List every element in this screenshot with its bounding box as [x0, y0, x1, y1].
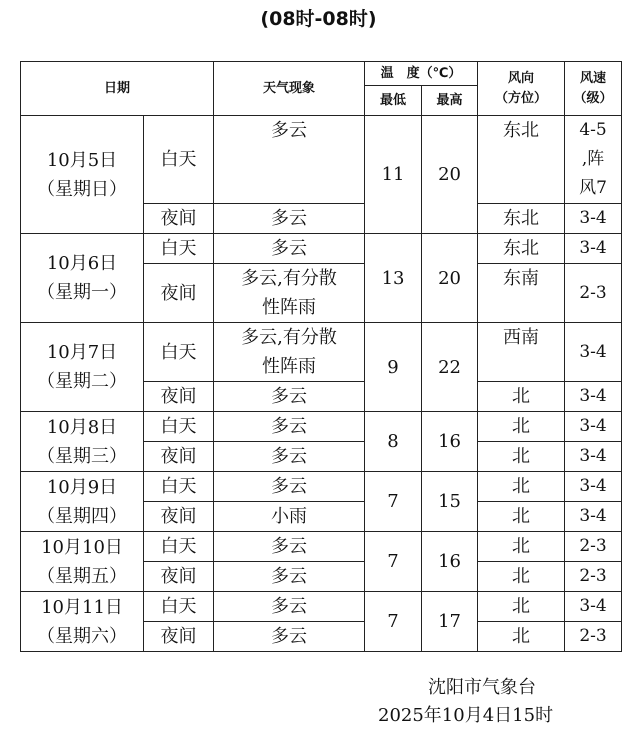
wind-direction-cell: 东北	[478, 116, 565, 204]
period-cell: 白天	[144, 592, 214, 622]
wind-speed-cell: 2-3	[565, 532, 622, 562]
header-max-temp: 最高	[422, 86, 478, 116]
forecast-table	[20, 61, 622, 652]
wind-speed-cell: 3-4	[565, 502, 622, 532]
wind-speed-cell: 3-4	[565, 382, 622, 412]
wind-speed-cell: 2-3	[565, 622, 622, 652]
wind-speed-cell: 3-4	[565, 323, 622, 382]
period-cell: 白天	[144, 412, 214, 442]
page-title: (08时-08时)	[260, 8, 377, 30]
table-row	[21, 412, 622, 442]
wind-direction-cell: 北	[478, 592, 565, 622]
wind-speed-cell: 3-4	[565, 442, 622, 472]
date-cell: 10月9日 （星期四）	[21, 472, 144, 532]
date-cell: 10月11日 （星期六）	[21, 592, 144, 652]
issuer: 沈阳市气象台	[428, 677, 536, 698]
period-cell: 夜间	[144, 264, 214, 323]
max-temp-cell: 16	[422, 532, 478, 592]
date-cell: 10月6日 （星期一）	[21, 234, 144, 323]
date-cell: 10月8日 （星期三）	[21, 412, 144, 472]
wind-direction-cell: 东南	[478, 264, 565, 323]
wind-direction-cell: 北	[478, 622, 565, 652]
wind-speed-cell: 3-4	[565, 412, 622, 442]
wind-speed-cell: 3-4	[565, 472, 622, 502]
period-cell: 白天	[144, 472, 214, 502]
date-cell: 10月7日 （星期二）	[21, 323, 144, 412]
wind-direction-cell: 东北	[478, 234, 565, 264]
min-temp-cell: 8	[365, 412, 422, 472]
table-row	[21, 234, 622, 264]
max-temp-cell: 16	[422, 412, 478, 472]
weather-cell: 小雨	[214, 502, 365, 532]
wind-direction-cell: 北	[478, 412, 565, 442]
weather-cell: 多云	[214, 562, 365, 592]
weather-cell: 多云,有分散 性阵雨	[214, 323, 365, 382]
max-temp-cell: 20	[422, 234, 478, 323]
weather-cell: 多云	[214, 116, 365, 204]
weather-cell: 多云	[214, 532, 365, 562]
min-temp-cell: 9	[365, 323, 422, 412]
header-min-temp: 最低	[365, 86, 422, 116]
max-temp-cell: 15	[422, 472, 478, 532]
wind-direction-cell: 北	[478, 442, 565, 472]
wind-direction-cell: 西南	[478, 323, 565, 382]
period-cell: 夜间	[144, 562, 214, 592]
max-temp-cell: 20	[422, 116, 478, 234]
weather-cell: 多云	[214, 442, 365, 472]
header-wind-direction: 风向 （方位）	[478, 62, 565, 116]
wind-speed-cell: 2-3	[565, 562, 622, 592]
wind-direction-cell: 北	[478, 382, 565, 412]
wind-speed-cell: 3-4	[565, 234, 622, 264]
period-cell: 白天	[144, 234, 214, 264]
weather-cell: 多云	[214, 622, 365, 652]
header-wind-speed: 风速 （级）	[565, 62, 622, 116]
min-temp-cell: 7	[365, 472, 422, 532]
period-cell: 白天	[144, 532, 214, 562]
table-row	[21, 472, 622, 502]
table-row	[21, 532, 622, 562]
date-cell: 10月10日 （星期五）	[21, 532, 144, 592]
wind-direction-cell: 北	[478, 562, 565, 592]
wind-direction-cell: 北	[478, 532, 565, 562]
table-row	[21, 592, 622, 622]
weather-cell: 多云,有分散 性阵雨	[214, 264, 365, 323]
min-temp-cell: 7	[365, 532, 422, 592]
wind-speed-cell: 2-3	[565, 264, 622, 323]
issued-time: 2025年10月4日15时	[378, 705, 554, 726]
header-date: 日期	[21, 62, 214, 116]
header-weather: 天气现象	[214, 62, 365, 116]
weather-cell: 多云	[214, 382, 365, 412]
header-temperature: 温 度（℃）	[365, 62, 478, 86]
max-temp-cell: 17	[422, 592, 478, 652]
wind-speed-cell: 4-5 ,阵 风7	[565, 116, 622, 204]
table-row	[21, 323, 622, 382]
period-cell: 白天	[144, 116, 214, 204]
period-cell: 夜间	[144, 382, 214, 412]
wind-speed-cell: 3-4	[565, 592, 622, 622]
period-cell: 夜间	[144, 622, 214, 652]
period-cell: 夜间	[144, 442, 214, 472]
wind-direction-cell: 北	[478, 472, 565, 502]
period-cell: 白天	[144, 323, 214, 382]
weather-cell: 多云	[214, 592, 365, 622]
weather-cell: 多云	[214, 204, 365, 234]
table-row	[21, 116, 622, 204]
period-cell: 夜间	[144, 502, 214, 532]
wind-speed-cell: 3-4	[565, 204, 622, 234]
weather-cell: 多云	[214, 234, 365, 264]
period-cell: 夜间	[144, 204, 214, 234]
max-temp-cell: 22	[422, 323, 478, 412]
weather-cell: 多云	[214, 472, 365, 502]
min-temp-cell: 11	[365, 116, 422, 234]
wind-direction-cell: 北	[478, 502, 565, 532]
wind-direction-cell: 东北	[478, 204, 565, 234]
min-temp-cell: 7	[365, 592, 422, 652]
min-temp-cell: 13	[365, 234, 422, 323]
date-cell: 10月5日 （星期日）	[21, 116, 144, 234]
weather-cell: 多云	[214, 412, 365, 442]
